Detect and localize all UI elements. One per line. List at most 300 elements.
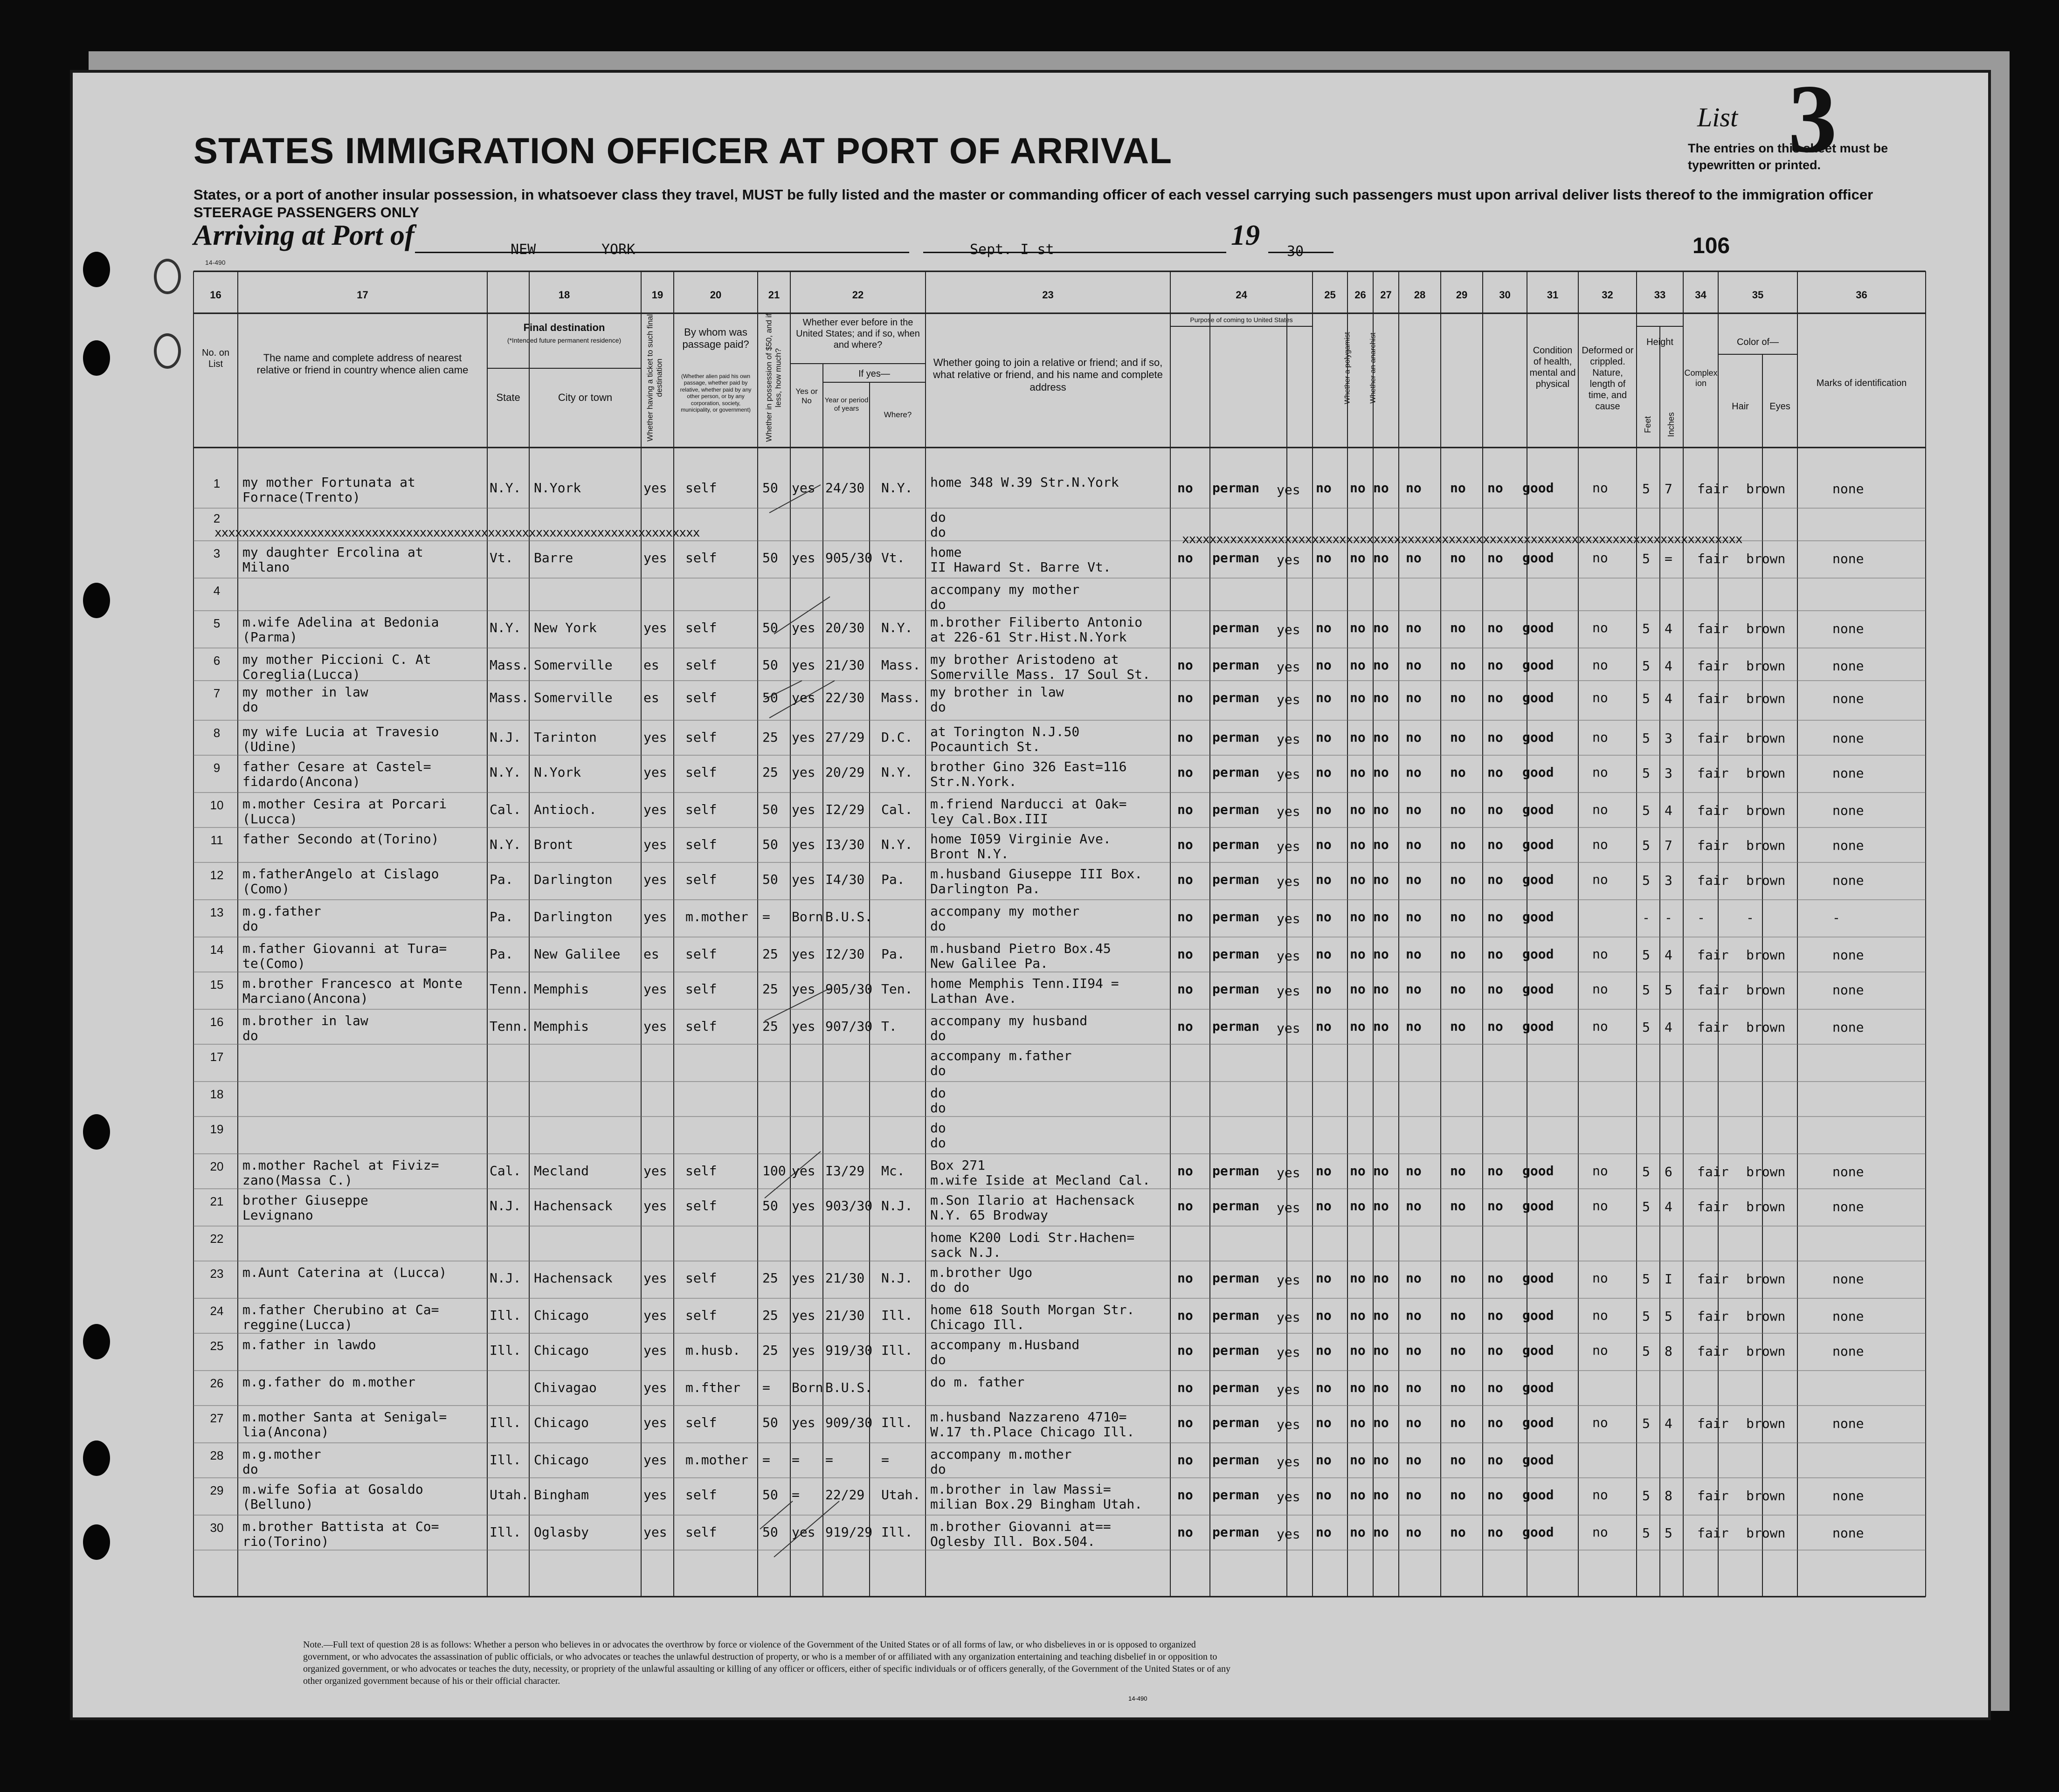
cell-city: Hachensack	[534, 1270, 613, 1286]
cell-p3: yes	[1277, 1200, 1300, 1215]
cell-c26: no	[1350, 1380, 1366, 1395]
cell-p2: perman	[1212, 1270, 1260, 1286]
cell-state: N.Y.	[490, 837, 521, 852]
cell-health: good	[1522, 909, 1554, 924]
cell-p3: yes	[1277, 839, 1300, 854]
cell-join2: N.Y. 65 Brodway	[930, 1207, 1048, 1223]
cell-paid: m.mother	[685, 909, 748, 924]
row-number: 21	[210, 1194, 224, 1208]
cell-where: Ill.	[881, 1343, 913, 1358]
cell-state: Cal.	[490, 1163, 521, 1179]
cell-city: Chivagao	[534, 1380, 597, 1395]
cell-complexion: fair	[1697, 1020, 1729, 1035]
cell-paid: self	[685, 620, 717, 635]
cell-health: good	[1522, 1163, 1554, 1179]
cell-where: Ill.	[881, 1415, 913, 1430]
cell-year: 20/30	[825, 620, 865, 635]
cell-p2: perman	[1212, 1487, 1260, 1503]
cell-relative2: Marciano(Ancona)	[242, 991, 368, 1006]
cell-join: m.husband Giuseppe III Box.	[930, 866, 1143, 882]
cell-c28: no	[1406, 550, 1422, 565]
cell-p3: yes	[1277, 692, 1300, 707]
cell-hair: brown	[1746, 1416, 1786, 1431]
cell-c29: no	[1450, 1270, 1466, 1286]
cell-c25: no	[1316, 1019, 1332, 1034]
cell-yn: yes	[792, 730, 815, 745]
cell-year: 903/30	[825, 1198, 873, 1213]
cell-state: Cal.	[490, 802, 521, 817]
cell-c28: no	[1406, 946, 1422, 962]
cell-complexion: fair	[1697, 1488, 1729, 1503]
cell-c29: no	[1450, 946, 1466, 962]
cell-health: good	[1522, 1198, 1554, 1213]
list-note: The entries on this sheet must be typewritten or printed.	[1688, 141, 1888, 172]
cell-inches: 4	[1665, 621, 1672, 636]
cell-year: 919/29	[825, 1524, 873, 1540]
cell-c29: no	[1450, 1487, 1466, 1503]
cell-join2: Somerville Mass. 17 Soul St.	[930, 667, 1151, 682]
cell-c26: no	[1350, 946, 1366, 962]
cell-ticket: yes	[643, 802, 667, 817]
cell-c28: no	[1406, 837, 1422, 852]
cell-money: 25	[762, 1270, 778, 1286]
cell-p2: perman	[1212, 690, 1260, 705]
cell-c28: no	[1406, 909, 1422, 924]
cell-hair: brown	[1746, 1199, 1786, 1214]
cell-hair: brown	[1746, 982, 1786, 998]
cell-complexion: fair	[1697, 1309, 1729, 1324]
cell-p3: yes	[1277, 622, 1300, 637]
cell-c28: no	[1406, 657, 1422, 673]
cell-relative2: do	[242, 918, 258, 934]
cell-marks: none	[1832, 551, 1864, 566]
cell-complexion: fair	[1697, 838, 1729, 853]
cell-inches: 8	[1665, 1344, 1672, 1359]
cell-c27: no	[1373, 1452, 1389, 1468]
cell-c30: no	[1487, 981, 1503, 997]
cell-money: 25	[762, 981, 778, 997]
cell-health: good	[1522, 1019, 1554, 1034]
cell-relative: m.g.father do m.mother	[242, 1374, 415, 1390]
cell-marks: none	[1832, 1271, 1864, 1287]
cell-relative: m.father in lawdo	[242, 1337, 376, 1352]
cell-where: N.Y.	[881, 765, 913, 780]
cell-deformed: no	[1592, 1270, 1608, 1286]
cell-feet: 5	[1642, 1271, 1650, 1287]
cell-paid: self	[685, 872, 717, 887]
cell-relative2: rio(Torino)	[242, 1534, 329, 1549]
cell-money: 25	[762, 1019, 778, 1034]
cell-ticket: es	[643, 690, 659, 705]
cell-c30: no	[1487, 657, 1503, 673]
column-number: 18	[558, 289, 570, 301]
cell-join: do m. father	[930, 1374, 1025, 1390]
cell-join: m.Son Ilario at Hachensack	[930, 1192, 1135, 1208]
cell-city: Tarinton	[534, 730, 597, 745]
cell-ticket: yes	[643, 1452, 667, 1468]
cell-marks: none	[1832, 621, 1864, 636]
row-number: 6	[213, 654, 221, 668]
cell-join: accompany my husband	[930, 1013, 1088, 1028]
header-feet: Feet	[1643, 416, 1653, 433]
cell-p1: no	[1177, 480, 1193, 496]
form-code-bottom: 14-490	[1128, 1695, 1147, 1702]
cell-state: Ill.	[490, 1308, 521, 1323]
header-health: Condition of health, mental and physical	[1529, 345, 1576, 389]
cell-relative: m.father Giovanni at Tura=	[242, 941, 447, 956]
list-number: 3	[1788, 65, 1837, 173]
row-number: 5	[213, 616, 221, 630]
cell-complexion: fair	[1697, 1344, 1729, 1359]
cell-marks: none	[1832, 658, 1864, 674]
row-number: 19	[210, 1122, 224, 1136]
cell-state: N.Y.	[490, 765, 521, 780]
cell-money: 50	[762, 1524, 778, 1540]
cell-c30: no	[1487, 1487, 1503, 1503]
cell-p3: yes	[1277, 552, 1300, 567]
cell-c30: no	[1487, 1415, 1503, 1430]
header-marks: Marks of identification	[1816, 378, 1907, 388]
cell-where: D.C.	[881, 730, 913, 745]
cell-join: at Torington N.J.50	[930, 724, 1080, 739]
row-number: 12	[210, 868, 224, 882]
cell-where: Ill.	[881, 1308, 913, 1323]
cell-p2: perman	[1212, 909, 1260, 924]
cell-p1: no	[1177, 550, 1193, 565]
cell-money: 25	[762, 765, 778, 780]
cell-hair: brown	[1746, 551, 1786, 566]
cell-where: Mass.	[881, 657, 921, 673]
cell-paid: m.mother	[685, 1452, 748, 1468]
cell-relative2: Levignano	[242, 1207, 313, 1223]
cell-ticket: yes	[643, 1270, 667, 1286]
cell-c29: no	[1450, 1380, 1466, 1395]
cell-p3: yes	[1277, 874, 1300, 889]
cell-complexion: fair	[1697, 481, 1729, 496]
cell-hair: brown	[1746, 1309, 1786, 1324]
cell-p1: no	[1177, 657, 1193, 673]
cell-hair: brown	[1746, 1020, 1786, 1035]
cell-p1: no	[1177, 981, 1193, 997]
cell-hair: brown	[1746, 481, 1786, 496]
cell-paid: m.fther	[685, 1380, 741, 1395]
cell-marks: none	[1832, 838, 1864, 853]
cell-paid: m.husb.	[685, 1343, 741, 1358]
cell-inches: 5	[1665, 1309, 1672, 1324]
struck-entry: xxxxxxxxxxxxxxxxxxxxxxxxxxxxxxxxxxxxxxxxxxxxxxxxxxxxxxxxxxxxxxxxxxxxxxxxxxxxxxxxxx	[1182, 532, 1742, 546]
cell-deformed: no	[1592, 1415, 1608, 1430]
cell-c30: no	[1487, 1198, 1503, 1213]
cell-join: do	[930, 1120, 946, 1136]
cell-join2: Darlington Pa.	[930, 881, 1041, 896]
cell-join: home K200 Lodi Str.Hachen=	[930, 1230, 1135, 1245]
column-number: 16	[210, 289, 221, 301]
cell-c25: no	[1316, 1343, 1332, 1358]
cell-inches: 8	[1665, 1488, 1672, 1503]
cell-inches: 4	[1665, 947, 1672, 963]
header-ticket: Whether having a ticket to such final destination	[645, 314, 664, 441]
cell-relative: m.brother Battista at Co=	[242, 1519, 439, 1534]
cell-join2: Str.N.York.	[930, 774, 1017, 789]
cell-inches: =	[1665, 551, 1672, 566]
cell-deformed: no	[1592, 730, 1608, 745]
cell-marks: none	[1832, 1488, 1864, 1503]
cell-relative: father Cesare at Castel=	[242, 759, 431, 774]
cell-state: N.J.	[490, 1270, 521, 1286]
column-number: 31	[1547, 289, 1559, 301]
header-passage-paid: By whom was passage paid?	[682, 326, 749, 351]
cell-p1: no	[1177, 730, 1193, 745]
cell-c30: no	[1487, 1270, 1503, 1286]
cell-health: good	[1522, 946, 1554, 962]
cell-inches: 3	[1665, 731, 1672, 746]
cell-c25: no	[1316, 1198, 1332, 1213]
cell-join: m.brother Giovanni at==	[930, 1519, 1111, 1534]
cell-c27: no	[1373, 765, 1389, 780]
cell-state: Ill.	[490, 1415, 521, 1430]
column-number: 17	[357, 289, 368, 301]
cell-c30: no	[1487, 802, 1503, 817]
cell-money: 50	[762, 802, 778, 817]
cell-c25: no	[1316, 1487, 1332, 1503]
row-number: 28	[210, 1448, 224, 1462]
cell-city: Bront	[534, 837, 573, 852]
cell-health: good	[1522, 1415, 1554, 1430]
cell-c29: no	[1450, 909, 1466, 924]
cell-c28: no	[1406, 1524, 1422, 1540]
cell-year: I3/29	[825, 1163, 865, 1179]
cell-city: Hachensack	[534, 1198, 613, 1213]
cell-money: 50	[762, 657, 778, 673]
cell-p1: no	[1177, 837, 1193, 852]
cell-c27: no	[1373, 1380, 1389, 1395]
column-number: 19	[651, 289, 663, 301]
cell-complexion: fair	[1697, 1271, 1729, 1287]
row-number: 20	[210, 1159, 224, 1173]
row-number: 1	[213, 476, 221, 490]
cell-join2: New Galilee Pa.	[930, 956, 1048, 971]
cell-c28: no	[1406, 1163, 1422, 1179]
cell-ticket: yes	[643, 550, 667, 565]
header-city: City or town	[558, 392, 613, 403]
cell-join: my brother in law	[930, 684, 1064, 700]
cell-money: 50	[762, 480, 778, 496]
cell-ticket: yes	[643, 1343, 667, 1358]
cell-ticket: yes	[643, 837, 667, 852]
cell-c30: no	[1487, 872, 1503, 887]
cell-c28: no	[1406, 1452, 1422, 1468]
cell-c25: no	[1316, 872, 1332, 887]
cell-money: 100	[762, 1163, 786, 1179]
row-number: 11	[210, 833, 223, 847]
cell-p3: yes	[1277, 1382, 1300, 1397]
cell-join2: milian Box.29 Bingham Utah.	[930, 1496, 1143, 1512]
cell-paid: self	[685, 946, 717, 962]
cell-ticket: yes	[643, 1415, 667, 1430]
cell-join: m.friend Narducci at Oak=	[930, 796, 1127, 812]
cell-yn: yes	[792, 1019, 815, 1034]
cell-inches: 5	[1665, 982, 1672, 998]
cell-complexion: fair	[1697, 731, 1729, 746]
cell-deformed: no	[1592, 657, 1608, 673]
cell-c28: no	[1406, 690, 1422, 705]
cell-health: good	[1522, 1487, 1554, 1503]
cell-p3: yes	[1277, 766, 1300, 782]
cell-inches: 4	[1665, 1020, 1672, 1035]
cell-feet: 5	[1642, 621, 1650, 636]
cell-yn: yes	[792, 1415, 815, 1430]
cell-city: Memphis	[534, 1019, 589, 1034]
cell-hair: brown	[1746, 838, 1786, 853]
cell-inches: 4	[1665, 1199, 1672, 1214]
cell-state: Mass.	[490, 657, 529, 673]
port-city-2: YORK	[601, 241, 636, 258]
cell-year: 22/29	[825, 1487, 865, 1503]
cell-c26: no	[1350, 1308, 1366, 1323]
cell-where: N.Y.	[881, 620, 913, 635]
header-eyes: Eyes	[1769, 401, 1790, 412]
cell-year: 20/29	[825, 765, 865, 780]
cell-c29: no	[1450, 872, 1466, 887]
cell-p1: no	[1177, 690, 1193, 705]
cell-feet: 5	[1642, 551, 1650, 566]
cell-relative2: (Lucca)	[242, 811, 298, 827]
cell-relative: m.Aunt Caterina at (Lucca)	[242, 1265, 447, 1280]
cell-year: 27/29	[825, 730, 865, 745]
cell-c28: no	[1406, 1415, 1422, 1430]
cell-c25: no	[1316, 657, 1332, 673]
cell-paid: self	[685, 1415, 717, 1430]
cell-c28: no	[1406, 1487, 1422, 1503]
cell-year: 24/30	[825, 480, 865, 496]
cell-state: Ill.	[490, 1452, 521, 1468]
cell-feet: 5	[1642, 803, 1650, 818]
cell-year: 21/30	[825, 1270, 865, 1286]
cell-city: Chicago	[534, 1415, 589, 1430]
row-number: 23	[210, 1267, 224, 1281]
cell-c27: no	[1373, 946, 1389, 962]
cell-complexion: fair	[1697, 873, 1729, 888]
cell-city: Chicago	[534, 1452, 589, 1468]
cell-p1: no	[1177, 1415, 1193, 1430]
cell-p1: no	[1177, 1380, 1193, 1395]
header-polygamist: Whether a polygamist	[1343, 332, 1352, 404]
cell-inches: 4	[1665, 1416, 1672, 1431]
cell-marks: none	[1832, 1020, 1864, 1035]
header-where: Where?	[884, 410, 912, 419]
cell-c25: no	[1316, 909, 1332, 924]
cell-c25: no	[1316, 1308, 1332, 1323]
cell-join: accompany my mother	[930, 582, 1080, 597]
cell-state: N.Y.	[490, 620, 521, 635]
cell-deformed: no	[1592, 690, 1608, 705]
cell-yn: yes	[792, 657, 815, 673]
cell-c25: no	[1316, 550, 1332, 565]
cell-hair: brown	[1746, 803, 1786, 818]
cell-where: Ten.	[881, 981, 913, 997]
arriving-label: Arriving at Port of	[193, 220, 415, 251]
cell-c25: no	[1316, 837, 1332, 852]
cell-health: good	[1522, 837, 1554, 852]
cell-paid: self	[685, 1270, 717, 1286]
form-title: STATES IMMIGRATION OFFICER AT PORT OF ARRIVAL	[193, 130, 1172, 171]
cell-feet: 5	[1642, 838, 1650, 853]
cell-p2: perman	[1212, 550, 1260, 565]
cell-deformed: no	[1592, 1198, 1608, 1213]
cell-paid: self	[685, 730, 717, 745]
cell-p3: yes	[1277, 948, 1300, 964]
cell-yn: yes	[792, 550, 815, 565]
cell-c30: no	[1487, 946, 1503, 962]
cell-c30: no	[1487, 690, 1503, 705]
cell-relative: m.father Cherubino at Ca=	[242, 1302, 439, 1317]
cell-deformed: no	[1592, 620, 1608, 635]
cell-relative2: (Parma)	[242, 629, 298, 645]
cell-p1: no	[1177, 1198, 1193, 1213]
cell-marks: none	[1832, 1344, 1864, 1359]
cell-paid: self	[685, 1308, 717, 1323]
cell-c26: no	[1350, 1198, 1366, 1213]
cell-c30: no	[1487, 480, 1503, 496]
cell-join2: do	[930, 1028, 946, 1043]
column-number: 21	[768, 289, 780, 301]
cell-yn: yes	[792, 1524, 815, 1540]
cell-p3: yes	[1277, 1344, 1300, 1360]
cell-c28: no	[1406, 1019, 1422, 1034]
cell-relative: m.mother Santa at Senigal=	[242, 1409, 447, 1425]
cell-join: accompany m.father	[930, 1048, 1072, 1063]
cell-hair: brown	[1746, 1164, 1786, 1179]
cell-p2: perman	[1212, 765, 1260, 780]
cell-join: home 618 South Morgan Str.	[930, 1302, 1135, 1317]
cell-money: 50	[762, 837, 778, 852]
cell-join2: do	[930, 1063, 946, 1078]
cell-relative: my mother in law	[242, 684, 368, 700]
cell-p2: perman	[1212, 1380, 1260, 1395]
cell-c29: no	[1450, 730, 1466, 745]
row-number: 26	[210, 1376, 224, 1390]
cell-c25: no	[1316, 1270, 1332, 1286]
cell-city: Barre	[534, 550, 573, 565]
cell-p1: no	[1177, 1343, 1193, 1358]
struck-entry: xxxxxxxxxxxxxxxxxxxxxxxxxxxxxxxxxxxxxxxxxxxxxxxxxxxxxxxxxxxxxxxxxxxxxxx	[214, 526, 700, 540]
cell-c29: no	[1450, 1415, 1466, 1430]
cell-ticket: yes	[643, 1308, 667, 1323]
column-number: 25	[1324, 289, 1336, 301]
cell-join: my brother Aristodeno at	[930, 652, 1119, 667]
cell-c27: no	[1373, 730, 1389, 745]
cell-state: Ill.	[490, 1343, 521, 1358]
cell-c26: no	[1350, 690, 1366, 705]
cell-c29: no	[1450, 1524, 1466, 1540]
column-number: 32	[1602, 289, 1613, 301]
cell-c27: no	[1373, 1198, 1389, 1213]
cell-money: =	[762, 909, 770, 924]
cell-join2: at 226-61 Str.Hist.N.York	[930, 629, 1127, 645]
cell-health: good	[1522, 550, 1554, 565]
cell-feet: 5	[1642, 481, 1650, 496]
cell-feet: -	[1642, 910, 1650, 925]
column-number: 34	[1695, 289, 1707, 301]
header-hair: Hair	[1732, 401, 1749, 412]
cell-deformed: no	[1592, 946, 1608, 962]
cell-p1: no	[1177, 1487, 1193, 1503]
cell-p3: yes	[1277, 1272, 1300, 1288]
cell-c29: no	[1450, 690, 1466, 705]
cell-relative: m.mother Cesira at Porcari	[242, 796, 447, 812]
cell-c27: no	[1373, 480, 1389, 496]
cell-c28: no	[1406, 1270, 1422, 1286]
